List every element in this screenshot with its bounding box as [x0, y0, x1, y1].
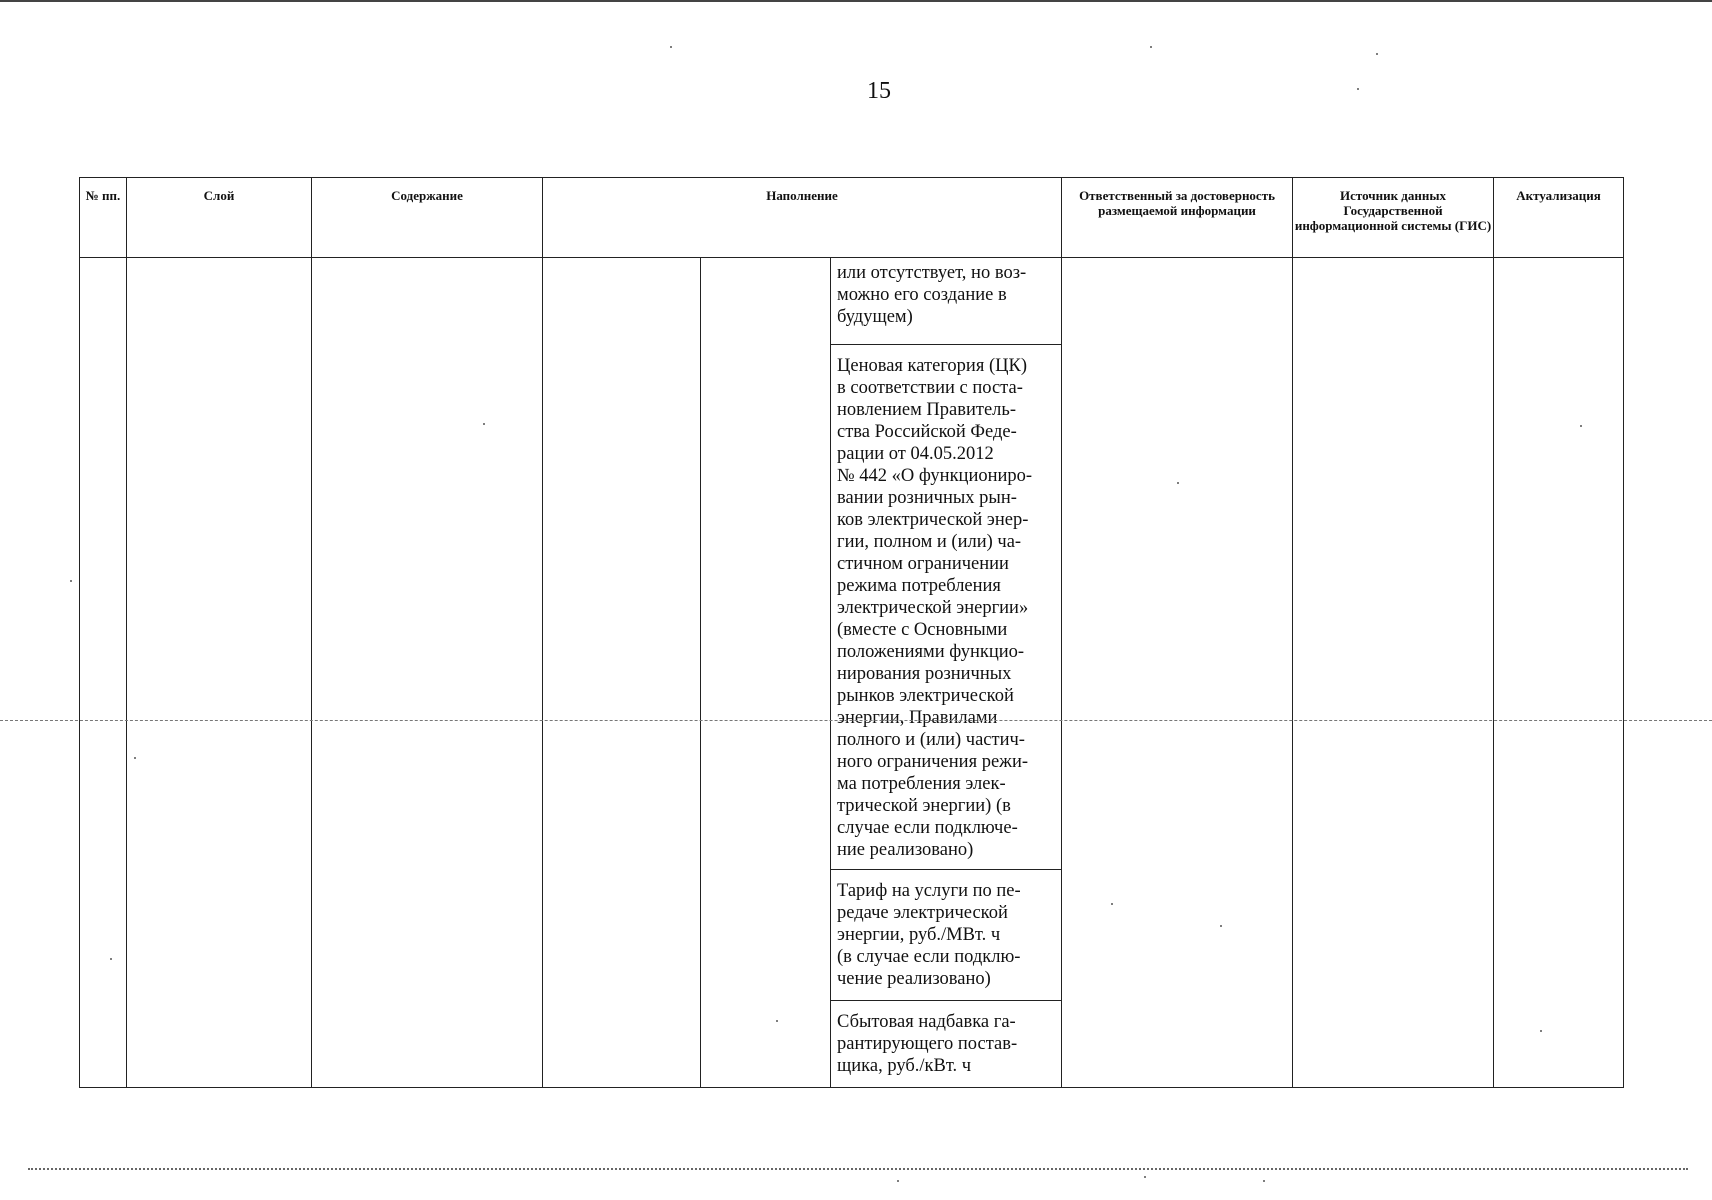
scan-speck	[1357, 88, 1359, 90]
scan-speck	[1111, 903, 1113, 905]
cell-num	[80, 258, 127, 1088]
scan-speck	[1376, 53, 1378, 55]
header-source: Источник данных Государственной информационной системы (ГИС)	[1293, 178, 1494, 258]
scan-fold-line	[0, 720, 1712, 721]
cell-source	[1293, 258, 1494, 1088]
scan-speck	[1177, 482, 1179, 484]
scan-speck	[110, 958, 112, 960]
header-filling: Наполнение	[543, 178, 1062, 258]
scan-speck	[1220, 925, 1222, 927]
scan-speck	[776, 1020, 778, 1022]
cell-layer	[127, 258, 312, 1088]
scan-speck	[1580, 425, 1582, 427]
filling-item: Тариф на услуги по пе- редаче электрической энергии, руб./МВт. ч (в случае если подклю- чение реализовано)	[831, 870, 1062, 1001]
scan-speck	[1263, 1180, 1265, 1182]
scan-edge-line	[0, 0, 1712, 2]
scan-speck	[670, 46, 672, 48]
scan-speck	[70, 580, 72, 582]
scan-speck	[1540, 1030, 1542, 1032]
filling-item: или отсутствует, но воз- можно его создание в будущем)	[831, 258, 1062, 345]
header-update: Актуализация	[1494, 178, 1624, 258]
scan-speck	[483, 423, 485, 425]
registry-table	[79, 177, 1624, 1088]
header-responsible: Ответственный за достоверность размещаемой информации	[1062, 178, 1293, 258]
scan-speck	[134, 757, 136, 759]
scan-speck	[1144, 1176, 1146, 1178]
header-layer: Слой	[127, 178, 312, 258]
filling-item: Сбытовая надбавка га- рантирующего постав- щика, руб./кВт. ч	[831, 1001, 1062, 1088]
cell-filling-group	[543, 258, 701, 1088]
scan-noise-line	[28, 1168, 1688, 1170]
cell-responsible	[1062, 258, 1293, 1088]
filling-item: Ценовая категория (ЦК) в соответствии с поста- новлением Правитель- ства Российской Феде- рации от 04.05.2012 № 442 «О функциониро- вании розничных рын- ков электрической энер- гии, полном и (или) ча- стичном ограничении режима потребления электрической энергии» (вместе с Основными положениями функцио- нирования розничных рынков электрической энергии, Правилами полного и (или) частич- ного ограничения режи- ма потребления элек- трической энергии) (в случае если подключе- ние реализовано)	[831, 345, 1062, 870]
table-header-row	[80, 178, 1624, 258]
scan-speck	[1150, 46, 1152, 48]
cell-content	[312, 258, 543, 1088]
cell-update	[1494, 258, 1624, 1088]
header-num: № пп.	[80, 178, 127, 258]
cell-filling-subgroup	[701, 258, 831, 1088]
page-number: 15	[867, 78, 891, 104]
header-content: Содержание	[312, 178, 543, 258]
scan-speck	[897, 1180, 899, 1182]
table-row	[80, 258, 1624, 345]
